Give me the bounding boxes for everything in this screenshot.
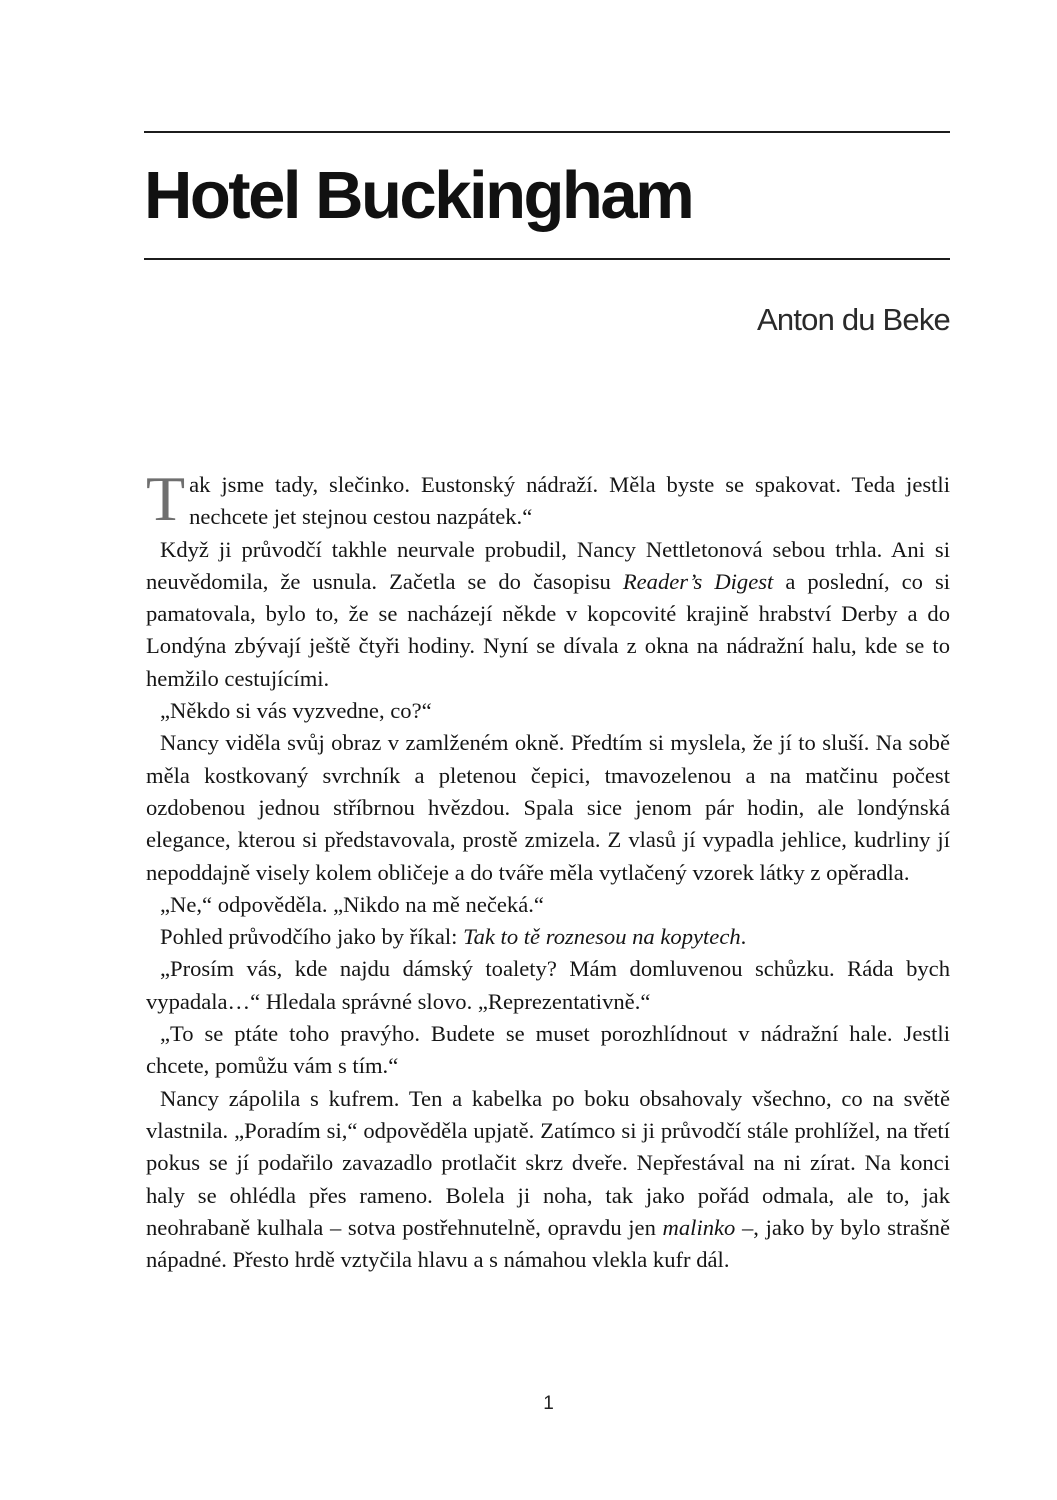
drop-cap: T <box>146 463 186 534</box>
paragraph <box>146 1018 950 1083</box>
text-run: Když ji průvodčí takhle neurvale probudil, Nancy Nettletonová sebou trhla. Ani si neuvědomila, že usnula. Začetla se do časopisu <box>146 536 950 594</box>
text-run: „Ne,“ odpověděla. „Nikdo na mě nečeká.“ <box>160 891 544 917</box>
text-run: Pohled průvodčího jako by říkal: <box>160 924 464 950</box>
text-run: „Prosím vás, kde najdu dámský toalety? Mám domluvenou schůzku. Ráda bych vypadala…“ Hledala správné slovo. „Reprezentativně.“ <box>146 956 950 1014</box>
author-name: Anton du Beke <box>757 302 950 337</box>
text-run: „Někdo si vás vyzvedne, co?“ <box>160 698 432 724</box>
paragraph <box>146 727 950 888</box>
bottom-rule <box>144 258 950 260</box>
body-text <box>146 463 951 1276</box>
text-run: „To se ptáte toho pravýho. Budete se muset porozhlídnout v nádražní hale. Jestli chcete, pomůžu vám s tím.“ <box>146 1021 950 1079</box>
paragraph <box>146 889 950 921</box>
italic-text: Reader’s Digest <box>622 568 774 594</box>
page-number: 1 <box>543 1393 554 1414</box>
paragraph <box>146 534 950 695</box>
text-run: Nancy zápolila s kufrem. Ten a kabelka po boku obsahovaly všechno, co na světě vlastnila. „Poradím si,“ odpověděla upjatě. Zatímco si ji průvodčí stále prohlížel, na třetí pokus se jí podařilo zavazadlo protlačit skrz dveře. Nepřestával na ni zírat. Na konci haly se ohlédla přes rameno. Bolela ji noha, tak jako pořád odmala, ale to, jak neohrabaně kulhala – sotva postřehnutelně, opravdu jen <box>146 1085 950 1240</box>
text-run: –, jako by bylo strašně nápadné. Přesto hrdě vztyčila hlavu a s námahou vlekla kufr dál. <box>146 1214 950 1273</box>
top-rule <box>144 131 950 133</box>
text-run: Nancy viděla svůj obraz v zamlženém okně. Předtím si myslela, že jí to sluší. Na sobě měla kostkovaný svrchník a pletenou čepici, tmavozelenou a na matčinu počest ozdobenou jednou stříbrnou hvězdou. Spala sice jenom pár hodin, ale londýnská elegance, kterou si představovala, prostě zmizela. Z vlasů jí vypadla jehlice, kudrliny jí nepoddajně visely kolem obličeje a do tváře měla vytlačený vzorek látky z opěradla. <box>146 730 950 885</box>
paragraph <box>146 953 950 1018</box>
paragraph <box>146 921 950 953</box>
text-run: ak jsme tady, slečinko. Eustonský nádraží. Měla byste se spakovat. Teda jestli nechcete jet stejnou cestou nazpátek.“ <box>189 472 950 530</box>
paragraph <box>146 463 950 534</box>
paragraph <box>146 1083 950 1277</box>
text-run: . <box>740 924 747 950</box>
italic-text: Tak to tě roznesou na kopytech <box>463 924 741 950</box>
paragraph <box>146 695 950 727</box>
text-run: a poslední, co si pamatovala, bylo to, že se nacházejí někde v kopcovité krajině hrabství Derby a do Londýna zbývají ještě čtyři hodiny. Nyní se dívala z okna na nádražní halu, kde se to hemžilo cestujícími. <box>146 568 951 691</box>
italic-text: malinko <box>662 1214 736 1240</box>
chapter-title: Hotel Buckingham <box>144 158 693 233</box>
